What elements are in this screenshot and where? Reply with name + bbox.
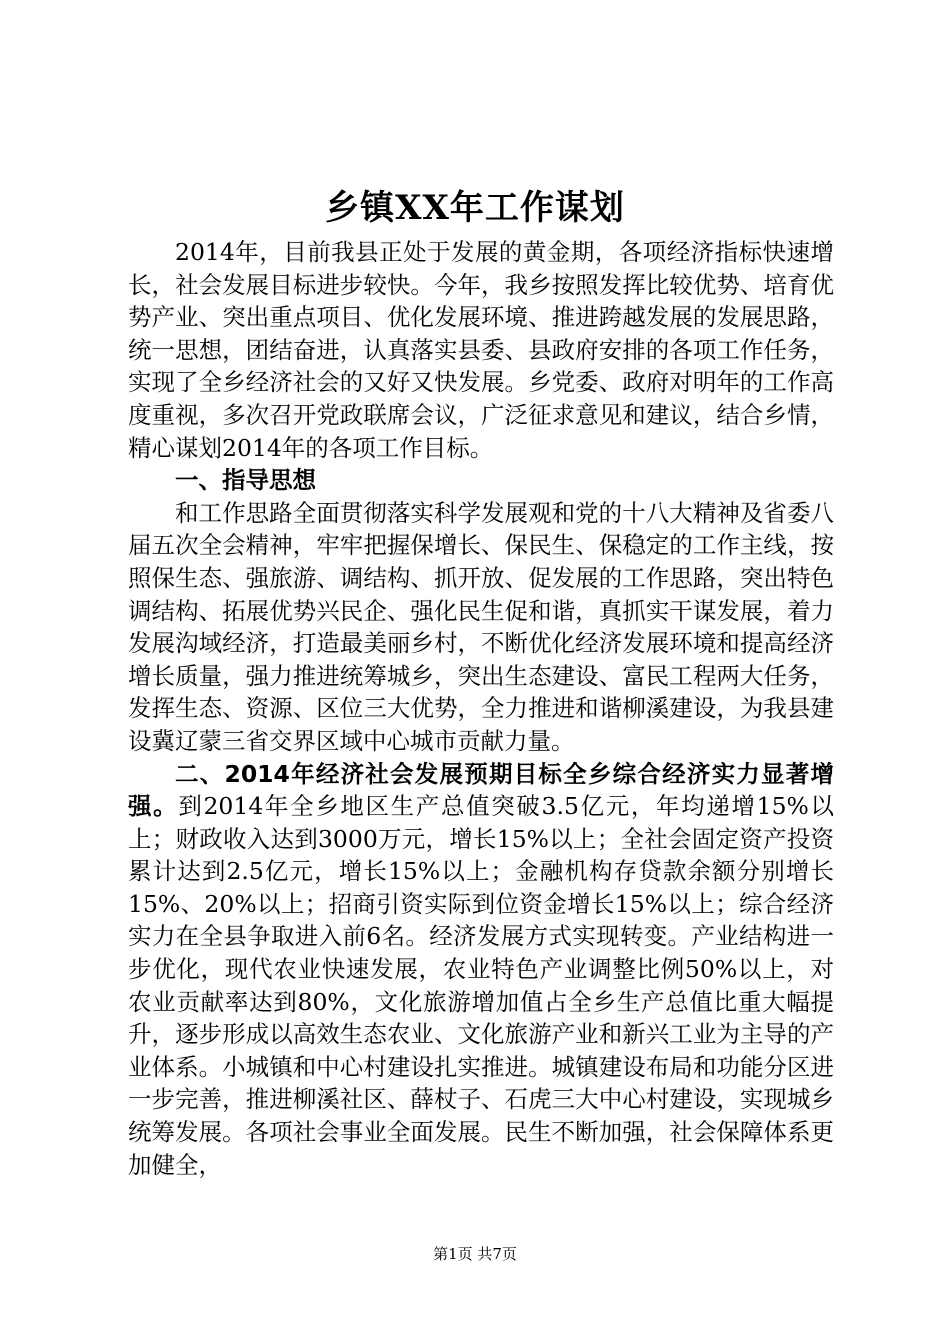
page-number-footer: 第1页 共7页: [433, 1245, 517, 1263]
section-heading-goals: 二、2014年经济社会发展预期目标全乡综合经济实力显著增强。: [128, 759, 834, 821]
section-heading-guiding-thought: 一、指导思想: [175, 466, 316, 495]
goals-paragraph: [128, 758, 834, 1182]
goals-text: 到2014年全乡地区生产总值突破3.5亿元，年均递增15%以上；财政收入达到3000万元，增长15%以上；全社会固定资产投资累计达到2.5亿元，增长15%以上；金融机构存贷款余额分别增长15%、20%以上；招商引资实际到位资金增长15%以上；综合经济实力在全县争取进入前6名。经济发展方式实现转变。产业结构进一步优化，现代农业快速发展，农业特色产业调整比例50%以上，对农业贡献率达到80%，文化旅游增加值占全乡生产总值比重大幅提升，逐步形成以高效生态农业、文化旅游产业和新兴工业为主导的产业体系。小城镇和中心村建设扎实推进。城镇建设布局和功能分区进一步完善，推进柳溪社区、薛杖子、石虎三大中心村建设，实现城乡统筹发展。各项社会事业全面发展。民生不断加强，社会保障体系更加健全，: [128, 792, 835, 1179]
document-title: 乡镇XX年工作谋划: [325, 188, 625, 228]
document-body: [128, 236, 834, 1181]
guiding-thought-paragraph: 和工作思路全面贯彻落实科学发展观和党的十八大精神及省委八届五次全会精神，牢牢把握保增长、保民生、保稳定的工作主线，按照保生态、强旅游、调结构、抓开放、促发展的工作思路，突出特色调结构、拓展优势兴民企、强化民生促和谐，真抓实干谋发展，着力发展沟域经济，打造最美丽乡村，不断优化经济发展环境和提高经济增长质量，强力推进统筹城乡，突出生态建设、富民工程两大任务，发挥生态、资源、区位三大优势，全力推进和谐柳溪建设，为我县建设冀辽蒙三省交界区域中心城市贡献力量。: [128, 498, 834, 755]
intro-paragraph: 2014年，目前我县正处于发展的黄金期，各项经济指标快速增长，社会发展目标进步较快。今年，我乡按照发挥比较优势、培育优势产业、突出重点项目、优化发展环境、推进跨越发展的发展思路，统一思想，团结奋进，认真落实县委、县政府安排的各项工作任务，实现了全乡经济社会的又好又快发展。乡党委、政府对明年的工作高度重视，多次召开党政联席会议，广泛征求意见和建议，结合乡情，精心谋划2014年的各项工作目标。: [128, 238, 834, 462]
